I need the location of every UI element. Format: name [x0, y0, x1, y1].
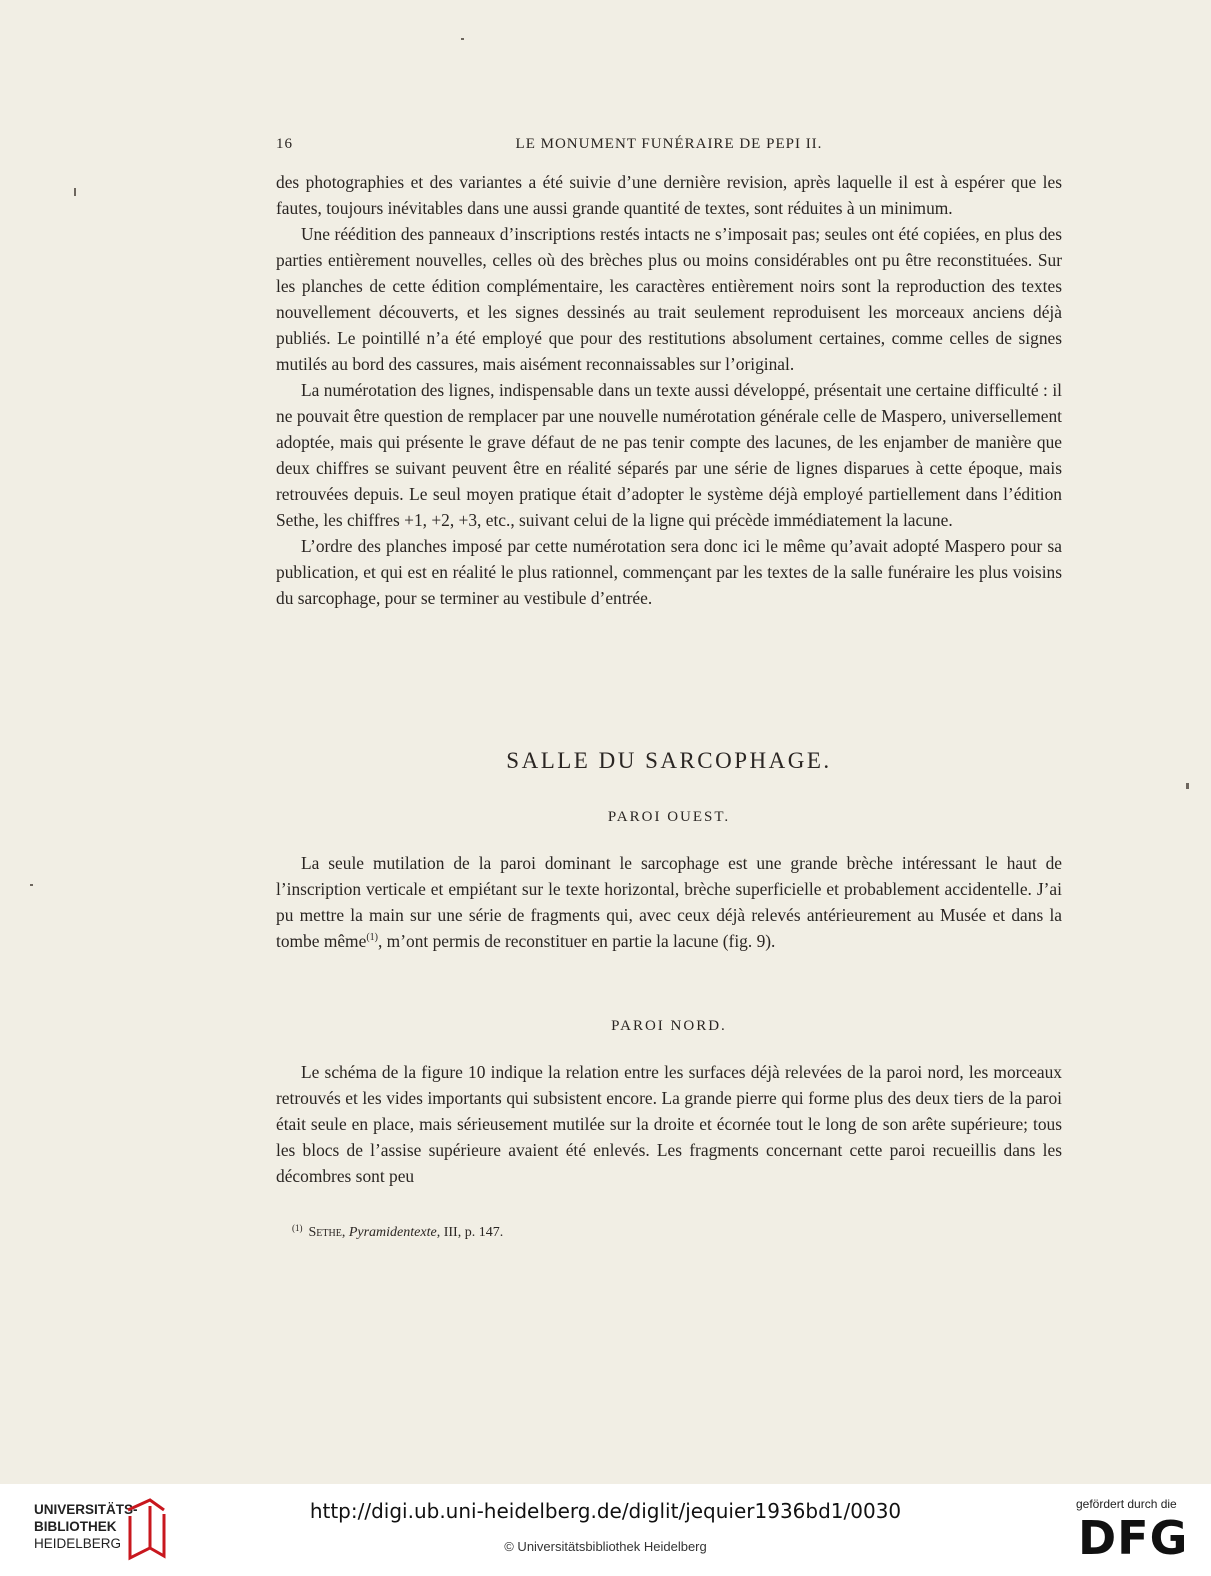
dfg-logo: DFG: [1078, 1511, 1189, 1565]
page-number: 16: [276, 136, 293, 152]
footnote-rest: , III, p. 147.: [436, 1225, 504, 1240]
library-line: BIBLIOTHEK: [34, 1519, 117, 1534]
paragraph: des photographies et des variantes a été suivie d’une dernière revision, après laquelle il est à espérer que les fautes, toujours inévitables dans une aussi grande quantité de textes, sont réduites à un minimum.: [276, 172, 1062, 218]
footer-bar: [0, 1484, 1211, 1576]
ouest-text: [276, 850, 1062, 954]
paragraph: Le schéma de la figure 10 indique la relation entre les surfaces déjà relevées de la paroi nord, les morceaux retrouvés et les vides importants qui subsistent encore. La grande pierre qui forme plus des deux tiers de la paroi était seule en place, mais sérieusement mutilée sur la droite et écornée tout le long de son arête supérieure; tous les blocs de l’assise supérieure avaient été enlevés. Les fragments concernant cette paroi recueillis dans les décombres sont peu: [276, 1062, 1062, 1186]
scan-speck: [74, 188, 76, 196]
scan-speck: [461, 38, 464, 40]
footnote-work: Pyramidentexte: [348, 1225, 437, 1240]
section-title: SALLE DU SARCOPHAGE.: [506, 748, 832, 773]
footnote-reference[interactable]: (1): [366, 932, 378, 943]
footnote-author: Sethe: [308, 1225, 342, 1240]
subsection-title-nord: PAROI NORD.: [611, 1018, 727, 1034]
footnote: $^{(1)}$ Sethe, Pyramidentexte, III, p. 147.: [292, 1223, 504, 1240]
running-title: LE MONUMENT FUNÉRAIRE DE PEPI II.: [515, 136, 823, 152]
intro-text: [276, 169, 1062, 611]
scan-speck: [1186, 783, 1189, 789]
paragraph: Une réédition des panneaux d’inscriptions restés intacts ne s’imposait pas; seules ont été copiées, en plus des parties entièrement nouvelles, celles où des brèches plus ou moins considérables ont pu être reconstituées. Sur les planches de cette édition complémentaire, les caractères entièrement noirs sont la reproduction des textes nouvellement découverts, et les signes dessinés au trait seulement reproduisent les morceaux anciens déjà publiés. Le pointillé n’a été employé que pour des restitutions absolument certaines, comme celles de signes mutilés au bord des cassures, mais aisément reconnaissables sur l’original.: [276, 224, 1062, 374]
footnote-marker: (1): [292, 1223, 303, 1233]
permalink-url[interactable]: http://digi.ub.uni-heidelberg.de/diglit/jequier1936bd1/0030: [309, 1499, 902, 1523]
library-line: HEIDELBERG: [34, 1536, 122, 1551]
funded-by-label: gefördert durch die: [1076, 1497, 1177, 1511]
running-header: [276, 136, 1062, 158]
nord-text: [276, 1059, 1062, 1189]
paragraph: L’ordre des planches imposé par cette numérotation sera donc ici le même qu’avait adopté Maspero pour sa publication, et qui est en réalité le plus rationnel, commençant par les textes de la salle funéraire les plus voisins du sarcophage, pour se terminer au vestibule d’entrée.: [276, 536, 1062, 608]
paragraph-text: La seule mutilation de la paroi dominant le sarcophage est une grande brèche intéressant le haut de l’inscription verticale et empiétant sur le texte horizontal, brèche superficielle et probablement accidentelle. J’ai pu mettre la main sur une série de fragments qui, avec ceux déjà relevés antérieurement au Musée et dans la tombe même: [276, 853, 1062, 951]
subsection-title-ouest: PAROI OUEST.: [607, 809, 731, 825]
scan-speck: [30, 884, 33, 886]
paragraph: La numérotation des lignes, indispensable dans un texte aussi développé, présentait une certaine difficulté : il ne pouvait être question de remplacer par une nouvelle numérotation générale celle de Maspero, universellement adoptée, mais qui présente le grave défaut de ne pas tenir compte des lacunes, de les enjamber de manière que deux chiffres se suivant peuvent être en réalité séparés par une série de lignes disparues à cette époque, mais retrouvées depuis. Le seul moyen pratique était d’adopter le système déjà employé partiellement dans l’édition Sethe, les chiffres +1, +2, +3, etc., suivant celui de la ligne qui précède immédiatement la lacune.: [276, 380, 1062, 530]
paragraph: [276, 850, 1062, 954]
paragraph-text: , m’ont permis de reconstituer en partie la lacune (fig. 9).: [377, 931, 776, 951]
copyright-notice: © Universitätsbibliothek Heidelberg: [504, 1539, 707, 1554]
library-line: UNIVERSITÄTS-: [34, 1502, 138, 1517]
